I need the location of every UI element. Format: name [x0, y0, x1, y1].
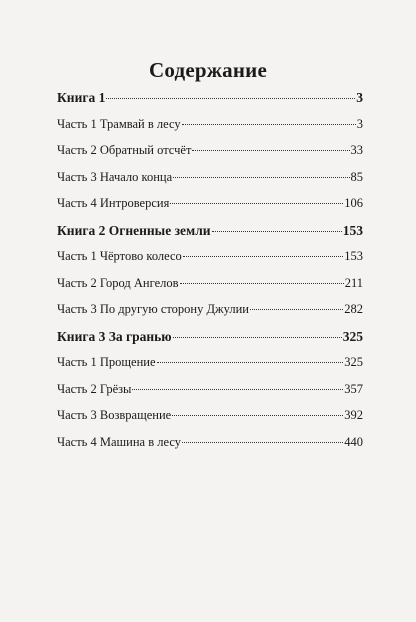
dot-leader — [170, 203, 343, 204]
toc-entry-book — [57, 223, 363, 250]
toc-entry-part — [57, 408, 363, 435]
table-of-contents — [57, 90, 363, 461]
toc-entry-page: 325 — [342, 328, 363, 344]
page-title: Содержание — [149, 58, 267, 82]
toc-entry-page: 33 — [350, 143, 363, 157]
toc-entry-page: 3 — [356, 90, 363, 105]
dot-leader — [182, 442, 343, 443]
toc-entry-label: Часть 2 Обратный отсчёт — [57, 143, 192, 157]
dot-leader — [182, 124, 356, 125]
toc-entry-page: 392 — [344, 408, 363, 422]
toc-entry-label: Часть 2 Город Ангелов — [57, 275, 179, 290]
dot-leader — [192, 150, 349, 151]
toc-entry-label: Часть 3 По другую сторону Джулии — [57, 302, 249, 316]
toc-entry-page: 325 — [344, 355, 363, 369]
toc-entry-page: 357 — [344, 381, 363, 396]
toc-entry-book — [57, 90, 363, 117]
dot-leader — [106, 98, 355, 99]
dot-leader — [180, 283, 344, 284]
toc-entry-label: Книга 1 — [57, 90, 106, 105]
toc-entry-part — [57, 143, 363, 170]
toc-entry-label: Книга 3 За гранью — [57, 328, 172, 344]
toc-entry-label: Часть 2 Грёзы — [57, 381, 132, 396]
dot-leader — [172, 415, 343, 416]
dot-leader — [132, 389, 343, 390]
toc-entry-page: 3 — [356, 116, 363, 131]
dot-leader — [157, 362, 344, 363]
toc-entry-label: Часть 3 Начало конца — [57, 169, 173, 184]
toc-entry-label: Часть 1 Чёртово колесо — [57, 249, 182, 263]
dot-leader — [212, 231, 342, 232]
toc-entry-part — [57, 249, 363, 276]
toc-entry-part — [57, 276, 363, 303]
toc-entry-part — [57, 117, 363, 144]
toc-entry-part — [57, 382, 363, 409]
dot-leader — [250, 309, 343, 310]
toc-entry-page: 211 — [344, 275, 363, 290]
toc-entry-label: Часть 4 Машина в лесу — [57, 434, 181, 449]
toc-entry-label: Часть 3 Возвращение — [57, 408, 172, 422]
toc-entry-page: 440 — [344, 434, 363, 449]
dot-leader — [173, 177, 349, 178]
toc-entry-page: 85 — [350, 169, 363, 184]
dot-leader — [173, 337, 342, 338]
dot-leader — [183, 256, 343, 257]
toc-entry-label: Книга 2 Огненные земли — [57, 222, 211, 238]
toc-entry-part — [57, 170, 363, 197]
toc-entry-part — [57, 355, 363, 382]
toc-entry-label: Часть 4 Интроверсия — [57, 196, 170, 210]
toc-entry-page: 153 — [342, 222, 363, 238]
toc-entry-part — [57, 302, 363, 329]
toc-entry-page: 282 — [344, 302, 363, 316]
toc-entry-label: Часть 1 Трамвай в лесу — [57, 116, 181, 131]
toc-entry-book — [57, 329, 363, 356]
toc-entry-page: 106 — [344, 196, 363, 210]
toc-entry-part — [57, 196, 363, 223]
toc-entry-part — [57, 435, 363, 462]
toc-entry-page: 153 — [344, 249, 363, 263]
toc-entry-label: Часть 1 Прощение — [57, 355, 156, 369]
